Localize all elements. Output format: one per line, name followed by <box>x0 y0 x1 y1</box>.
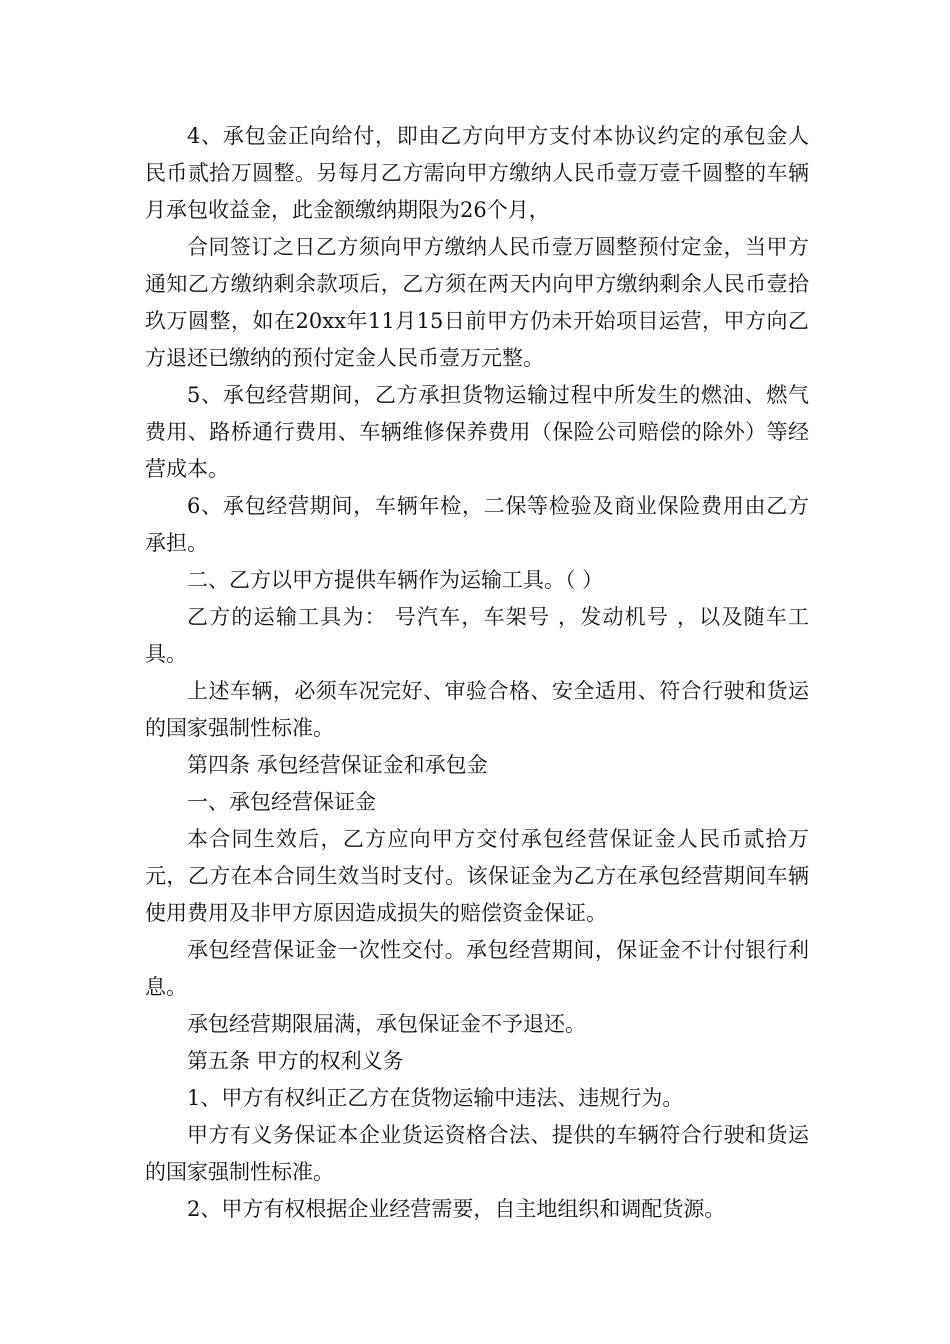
paragraph-clause-6-inspection: 6、承包经营期间，车辆年检，二保等检验及商业保险费用由乙方承担。 <box>145 494 809 555</box>
heading-article-4: 第四条 承包经营保证金和承包金 <box>187 753 488 777</box>
paragraph-clause-4-payment: 4、承包金正向给付，即由乙方向甲方支付本协议约定的承包金人民币贰拾万圆整。另每月乙方需向甲方缴纳人民币壹万壹千圆整的车辆月承包收益金，此金额缴纳期限为26个月， <box>145 124 809 222</box>
paragraph-guarantee-payment: 承包经营保证金一次性交付。承包经营期间，保证金不计付银行利息。 <box>145 938 809 999</box>
heading-article-5: 第五条 甲方的权利义务 <box>187 1049 404 1073</box>
paragraph-section-2-vehicle: 二、乙方以甲方提供车辆作为运输工具。（ ） <box>187 568 604 592</box>
paragraph-deposit: 合同签订之日乙方须向甲方缴纳人民币壹万圆整预付定金，当甲方通知乙方缴纳剩余款项后，乙方须在两天内向甲方缴纳剩余人民币壹拾玖万圆整，如在20xx年11月15日前甲方仍未开始项目运营，甲方向乙方退还已缴纳的预付定金人民币壹万元整。 <box>145 235 809 370</box>
paragraph-guarantee-amount: 本合同生效后，乙方应向甲方交付承包经营保证金人民币贰拾万元，乙方在本合同生效当时支付。该保证金为乙方在承包经营期间车辆使用费用及非甲方原因造成损失的赔偿资金保证。 <box>145 827 809 925</box>
paragraph-clause-5-costs: 5、承包经营期间，乙方承担货物运输过程中所发生的燃油、燃气费用、路桥通行费用、车辆维修保养费用（保险公司赔偿的除外）等经营成本。 <box>145 383 809 481</box>
paragraph-guarantee-refund: 承包经营期限届满，承包保证金不予退还。 <box>187 1012 586 1036</box>
paragraph-party-a-right-1: 1、甲方有权纠正乙方在货物运输中违法、违规行为。 <box>187 1086 684 1110</box>
paragraph-party-a-duty: 甲方有义务保证本企业货运资格合法、提供的车辆符合行驶和货运的国家强制性标准。 <box>145 1123 809 1184</box>
document-body <box>145 118 809 1228</box>
heading-section-1-guarantee: 一、承包经营保证金 <box>187 790 376 814</box>
paragraph-vehicle-details: 乙方的运输工具为： 号汽车，车架号 ，发动机号 ，以及随车工具。 <box>145 605 809 666</box>
paragraph-party-a-right-2: 2、甲方有权根据企业经营需要，自主地组织和调配货源。 <box>187 1197 726 1221</box>
paragraph-vehicle-standards: 上述车辆，必须车况完好、审验合格、安全适用、符合行驶和货运的国家强制性标准。 <box>145 679 809 740</box>
